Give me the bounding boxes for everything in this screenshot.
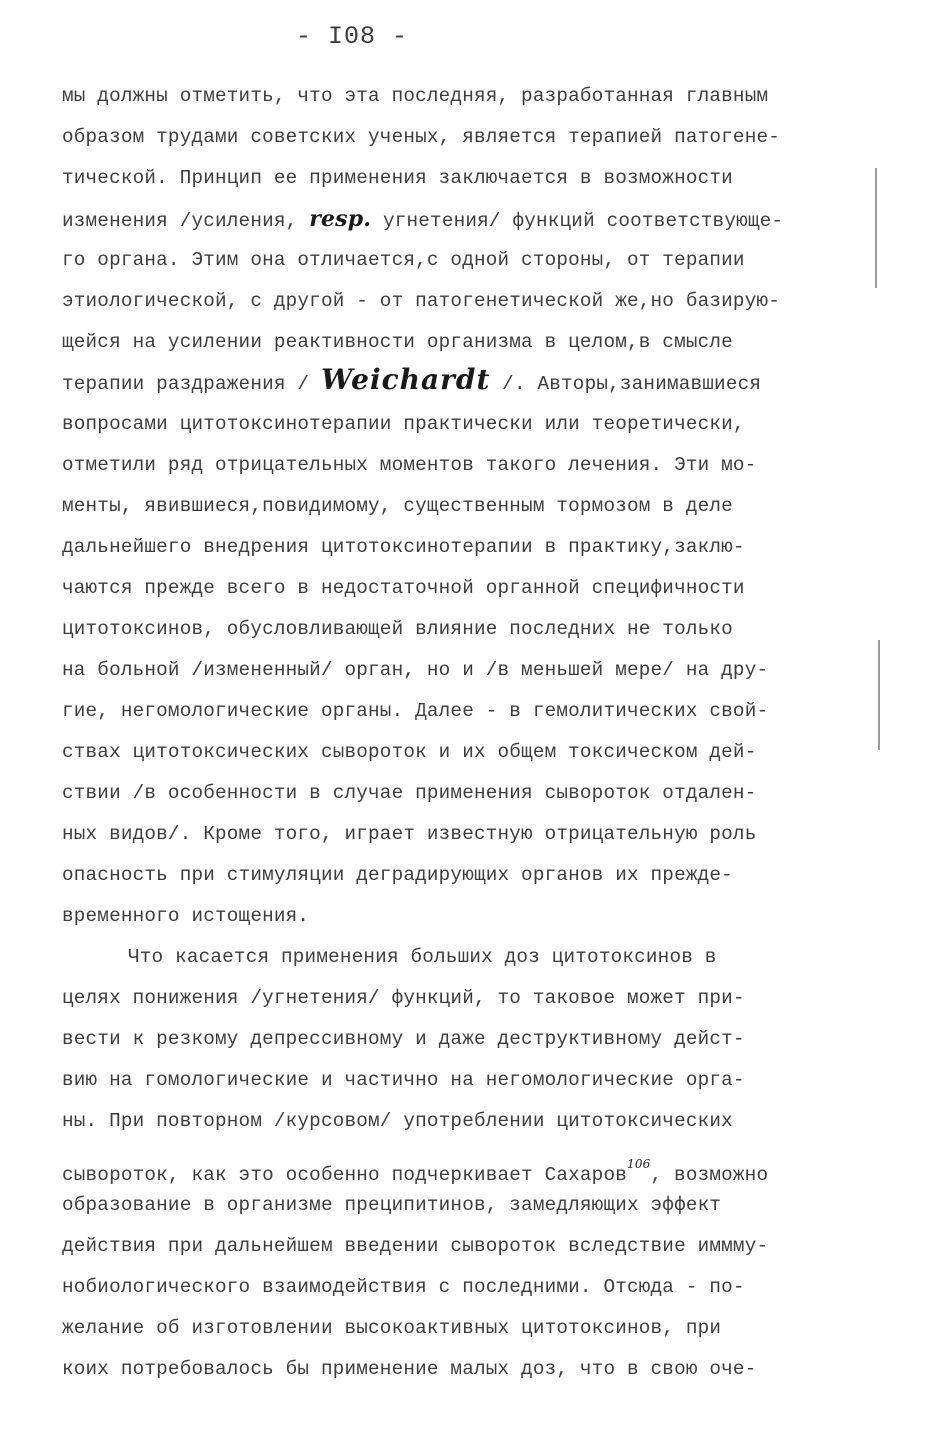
text-line: на больной /измененный/ орган, но и /в меньшей мере/ на дру-	[62, 659, 769, 681]
text-line: цитотоксинов, обусловливающей влияние последних не только	[62, 618, 733, 640]
text-line: гие, негомологические органы. Далее - в гемолитических свой-	[62, 700, 769, 722]
text-line: желание об изготовлении высокоактивных цитотоксинов, при	[62, 1317, 722, 1339]
text-line: этиологической, с другой - от патогенетической же,но базирую-	[62, 290, 781, 312]
text-line: Что касается применения больших доз цитотоксинов в	[128, 946, 717, 968]
text-line: ствии /в особенности в случае применения сывороток отдален-	[62, 782, 757, 804]
text-line: мы должны отметить, что эта последняя, разработанная главным	[62, 85, 769, 107]
text-segment: /. Авторы,занимавшиеся	[490, 373, 762, 395]
text-line: вопросами цитотоксинотерапии практически или теоретически,	[62, 413, 745, 435]
text-line: чаются прежде всего в недостаточной органной специфичности	[62, 577, 745, 599]
text-line	[62, 1152, 768, 1187]
text-line: го органа. Этим она отличается,с одной стороны, от терапии	[62, 249, 745, 271]
text-line: ны. При повторном /курсовом/ употреблении цитотоксических	[62, 1110, 733, 1132]
text-line: менты, явившиеся,повидимому, существенным тормозом в деле	[62, 495, 733, 517]
text-line: ных видов/. Кроме того, играет известную отрицательную роль	[62, 823, 757, 845]
text-segment: терапии раздражения /	[62, 373, 321, 395]
text-line: действия при дальнейшем введении сывороток вследствие иммму-	[62, 1235, 769, 1257]
text-line: образование в организме преципитинов, замедляющих эффект	[62, 1194, 722, 1216]
text-line: временного истощения.	[62, 905, 310, 927]
text-line: коих потребовалось бы применение малых доз, что в свою оче-	[62, 1358, 757, 1380]
text-line: нобиологического взаимодействия с последними. Отсюда - по-	[62, 1276, 745, 1298]
text-line	[62, 363, 762, 396]
text-segment: угнетения/ функций соответствующе-	[371, 210, 784, 232]
text-segment: , возможно	[650, 1164, 769, 1186]
text-line: опасность при стимуляции деградирующих органов их прежде-	[62, 864, 733, 886]
text-line: вести к резкому депрессивному и даже деструктивному дейст-	[62, 1028, 745, 1050]
text-line: ствах цитотоксических сывороток и их общем токсическом дей-	[62, 741, 757, 763]
margin-pencil-mark	[875, 168, 877, 288]
text-line: образом трудами советских ученых, является терапией патогене-	[62, 126, 781, 148]
handwritten-note: resp.	[309, 206, 372, 232]
text-line: целях понижения /угнетения/ функций, то таковое может при-	[62, 987, 745, 1009]
handwritten-note: Weichardt	[320, 363, 491, 396]
text-line: дальнейшего внедрения цитотоксинотерапии в практику,заклю-	[62, 536, 745, 558]
text-line: щейся на усилении реактивности организма в целом,в смысле	[62, 331, 733, 353]
text-segment: сывороток, как это особенно подчеркивает Сахаров	[62, 1164, 627, 1186]
margin-pencil-mark	[878, 640, 880, 750]
text-line: вию на гомологические и частично на негомологические орга-	[62, 1069, 745, 1091]
footnote-reference: 106	[627, 1157, 651, 1171]
text-line: отметили ряд отрицательных моментов такого лечения. Эти мо-	[62, 454, 757, 476]
text-segment: изменения /усиления,	[62, 210, 310, 232]
text-line	[62, 207, 783, 233]
text-line: тической. Принцип ее применения заключается в возможности	[62, 167, 733, 189]
page-number: - I08 -	[296, 22, 409, 51]
